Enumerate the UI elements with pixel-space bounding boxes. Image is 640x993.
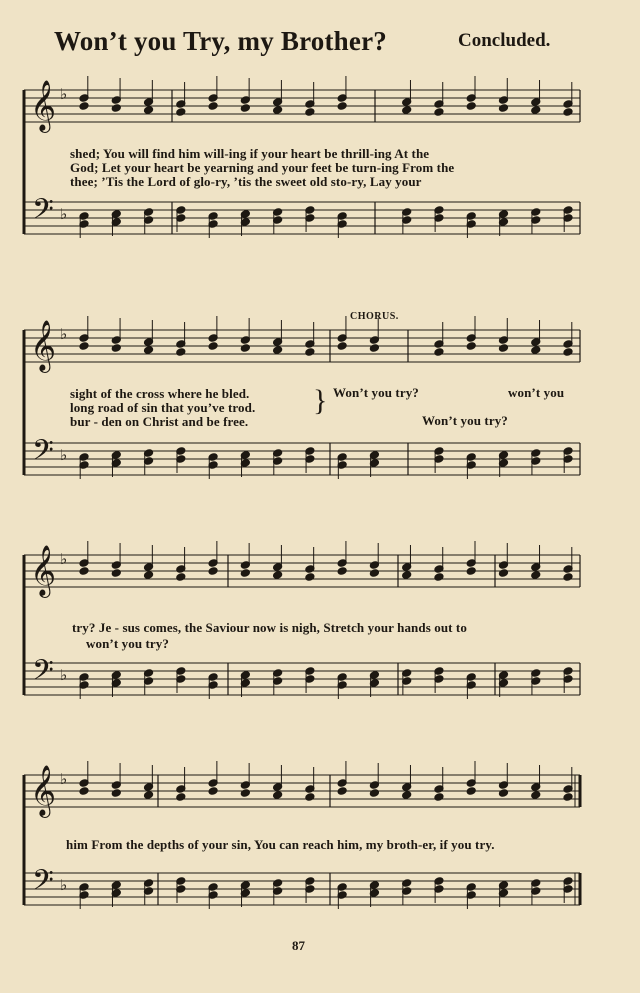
note-head: [240, 569, 250, 578]
note-head: [305, 573, 315, 582]
treble-clef-icon: 𝄞: [30, 320, 57, 371]
lyric-line-1: try? Je - sus comes, the Saviour now is nigh, Stretch your hands out to: [72, 620, 467, 635]
note-head: [111, 344, 121, 353]
note-head: [563, 793, 573, 802]
note-head: [111, 569, 121, 578]
note-head: [563, 108, 573, 117]
note-head: [273, 346, 283, 355]
lyric-line-2: God; Let your heart be yearning and your feet be turn-ing From the: [70, 160, 455, 175]
flat-icon: ♭: [60, 876, 68, 894]
flat-icon: ♭: [60, 446, 68, 464]
lyric-line-1: sight of the cross where he bled.: [70, 386, 250, 401]
bass-clef-icon: 𝄢: [32, 434, 54, 474]
note-head: [531, 346, 541, 355]
chorus-lyric-1: Won’t you try?: [333, 385, 419, 400]
note-head: [337, 342, 347, 351]
note-head: [208, 342, 218, 351]
treble-clef-icon: 𝄞: [30, 765, 57, 816]
note-head: [337, 102, 347, 111]
note-head: [144, 106, 154, 115]
note-head: [144, 571, 154, 580]
note-head: [273, 571, 283, 580]
note-head: [111, 789, 121, 798]
note-head: [79, 787, 89, 796]
note-head: [498, 789, 508, 798]
note-head: [563, 348, 573, 357]
note-head: [240, 344, 250, 353]
chorus-lyric-3: Won’t you try?: [422, 413, 508, 428]
lyric-line-1: him From the depths of your sin, You can reach him, my broth-er, if you try.: [66, 837, 495, 852]
lyric-line-2: long road of sin that you’ve trod.: [70, 400, 256, 415]
note-head: [531, 791, 541, 800]
note-head: [79, 342, 89, 351]
note-head: [498, 569, 508, 578]
bass-clef-icon: 𝄢: [32, 193, 54, 233]
note-head: [79, 567, 89, 576]
note-head: [337, 567, 347, 576]
note-head: [208, 787, 218, 796]
chorus-lyric-2: won’t you: [508, 385, 565, 400]
note-head: [466, 787, 476, 796]
note-head: [273, 106, 283, 115]
note-head: [434, 793, 444, 802]
note-head: [176, 108, 186, 117]
note-head: [79, 102, 89, 111]
note-head: [369, 344, 379, 353]
note-head: [369, 789, 379, 798]
flat-icon: ♭: [60, 550, 68, 568]
note-head: [434, 108, 444, 117]
lyric-line-1: shed; You will find him will-ing if your heart be thrill-ing At the: [70, 146, 430, 161]
note-head: [305, 793, 315, 802]
bass-clef-icon: 𝄢: [32, 864, 54, 904]
note-head: [176, 793, 186, 802]
note-head: [402, 106, 412, 115]
note-head: [434, 348, 444, 357]
note-head: [176, 348, 186, 357]
note-head: [531, 106, 541, 115]
note-head: [208, 102, 218, 111]
note-head: [466, 102, 476, 111]
note-head: [563, 573, 573, 582]
lyric-line-3: bur - den on Christ and be free.: [70, 414, 249, 429]
flat-icon: ♭: [60, 666, 68, 684]
music-system-4: [0, 755, 640, 935]
flat-icon: ♭: [60, 770, 68, 788]
music-system-1: [0, 80, 640, 270]
note-head: [305, 108, 315, 117]
note-head: [240, 789, 250, 798]
note-head: [466, 342, 476, 351]
note-head: [369, 569, 379, 578]
note-head: [402, 791, 412, 800]
note-head: [402, 571, 412, 580]
note-head: [531, 571, 541, 580]
page-title: Won’t you Try, my Brother?: [54, 26, 387, 56]
note-head: [466, 567, 476, 576]
music-system-3: [0, 535, 640, 735]
treble-clef-icon: 𝄞: [30, 80, 57, 131]
note-head: [498, 344, 508, 353]
bass-clef-icon: 𝄢: [32, 654, 54, 694]
note-head: [144, 346, 154, 355]
note-head: [111, 104, 121, 113]
note-head: [208, 567, 218, 576]
note-head: [434, 573, 444, 582]
flat-icon: ♭: [60, 205, 68, 223]
note-head: [273, 791, 283, 800]
verse-brace: }: [313, 384, 328, 417]
note-head: [498, 104, 508, 113]
note-head: [144, 791, 154, 800]
page-subtitle: Concluded.: [458, 30, 551, 51]
flat-icon: ♭: [60, 85, 68, 103]
music-system-2: [0, 310, 640, 510]
lyric-line-3: thee; ’Tis the Lord of glo-ry, ’tis the sweet old sto-ry, Lay your: [70, 174, 422, 189]
note-head: [176, 573, 186, 582]
flat-icon: ♭: [60, 325, 68, 343]
note-head: [305, 348, 315, 357]
lyric-line-2: won’t you try?: [86, 636, 170, 651]
note-head: [240, 104, 250, 113]
note-head: [337, 787, 347, 796]
treble-clef-icon: 𝄞: [30, 545, 57, 596]
chorus-label: CHORUS.: [350, 311, 399, 322]
page-number: 87: [292, 938, 305, 953]
